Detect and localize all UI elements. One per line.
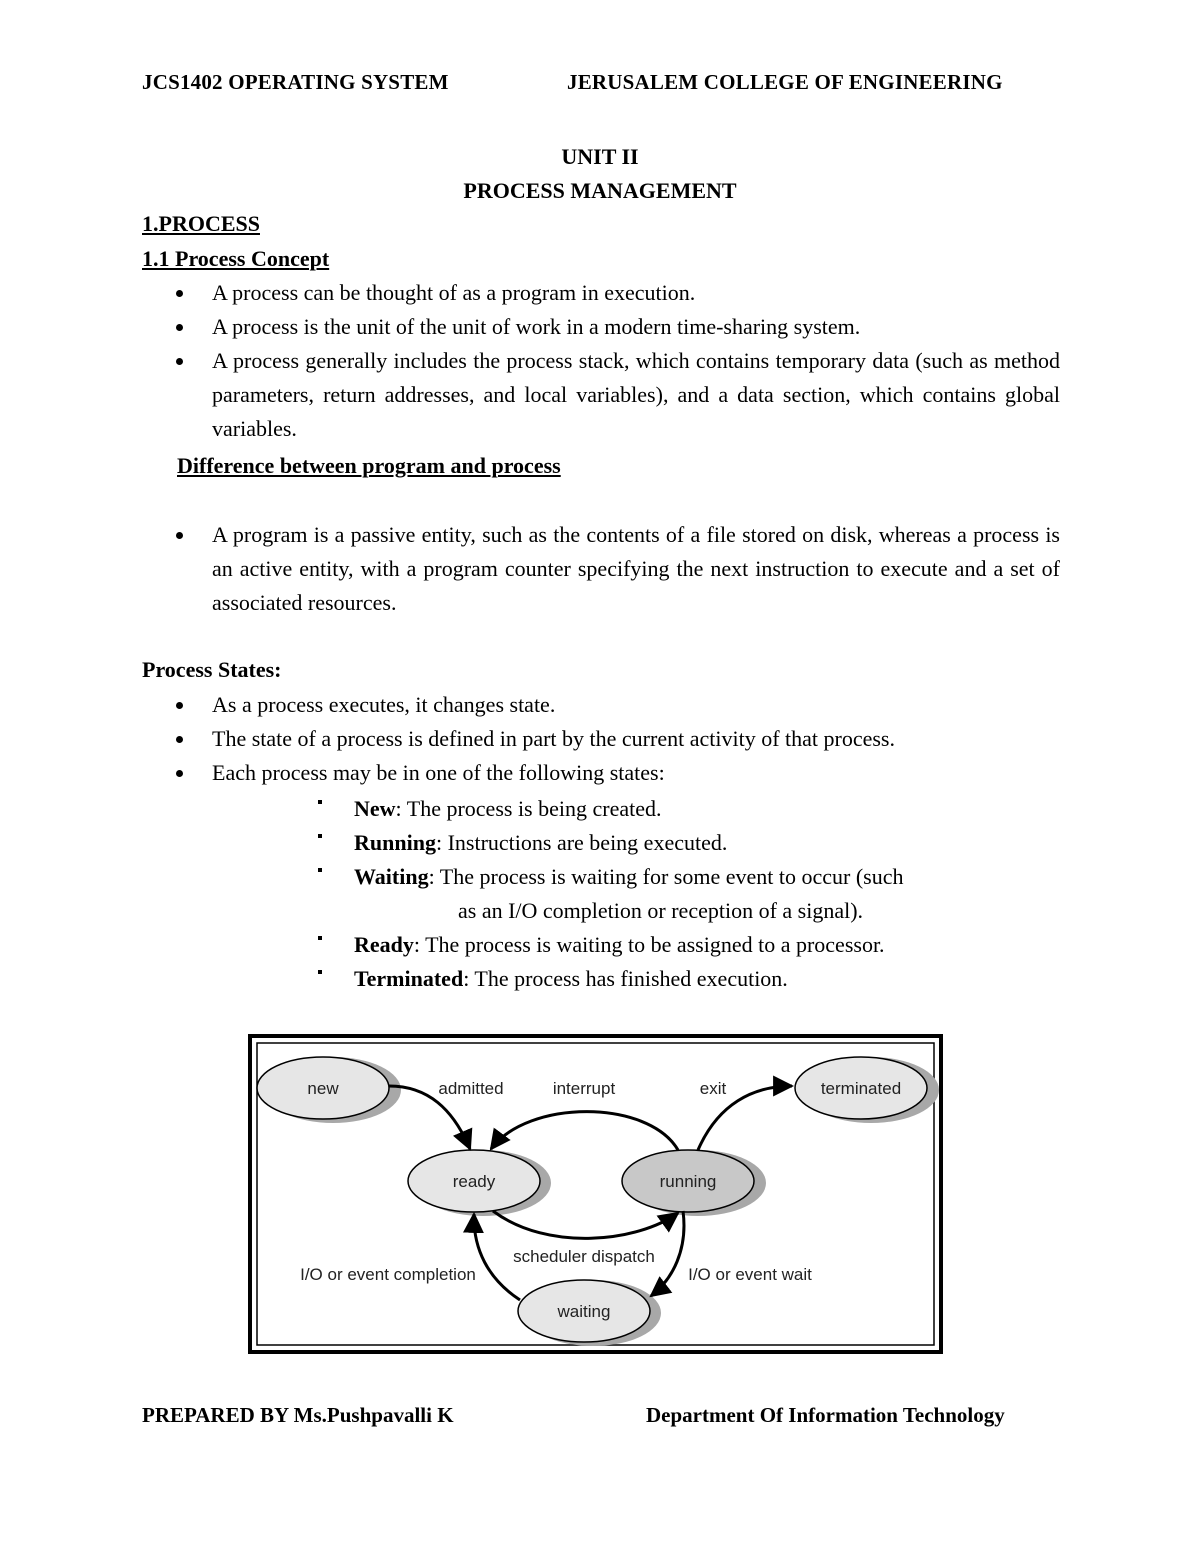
list-item: A process generally includes the process stack, which contains temporary data (such as method parameters, return addresses, and local variables), and a data section, which contains global variables. bbox=[142, 344, 1060, 446]
list-item: A process is the unit of the unit of work in a modern time-sharing system. bbox=[142, 310, 1060, 344]
list-item: A program is a passive entity, such as the contents of a file stored on disk, whereas a process is an active entity, with a program counter specifying the next instruction to execute and a set of associated resources. bbox=[142, 518, 1060, 620]
node-label-running: running bbox=[659, 1172, 717, 1191]
square-bullet-icon bbox=[318, 970, 322, 974]
process-states-heading: Process States: bbox=[142, 657, 282, 682]
state-definitions-list bbox=[314, 792, 1034, 996]
edge-label-io-wait: I/O or event wait bbox=[688, 1265, 812, 1284]
bullet-icon bbox=[176, 770, 183, 777]
bullet-icon bbox=[176, 736, 183, 743]
difference-list bbox=[142, 518, 1060, 620]
difference-heading: Difference between program and process bbox=[177, 453, 561, 478]
subsection-heading-process-concept: 1.1 Process Concept bbox=[142, 246, 330, 271]
edge-label-io-completion: I/O or event completion bbox=[300, 1265, 476, 1284]
bullet-icon bbox=[176, 324, 183, 331]
node-label-terminated: terminated bbox=[820, 1079, 902, 1098]
subject-title: PROCESS MANAGEMENT bbox=[463, 178, 737, 203]
state-item-new: New: The process is being created. bbox=[314, 792, 1034, 826]
square-bullet-icon bbox=[318, 868, 322, 872]
bullet-icon bbox=[176, 358, 183, 365]
square-bullet-icon bbox=[318, 834, 322, 838]
edge-label-scheduler-dispatch: scheduler dispatch bbox=[513, 1247, 655, 1266]
edge-label-interrupt: interrupt bbox=[552, 1079, 616, 1098]
bullet-icon bbox=[176, 290, 183, 297]
process-state-diagram bbox=[248, 1034, 943, 1354]
list-item: As a process executes, it changes state. bbox=[142, 688, 1060, 722]
section-heading-process: 1.PROCESS bbox=[142, 211, 260, 236]
state-item-ready: Ready: The process is waiting to be assigned to a processor. bbox=[314, 928, 1034, 962]
bullet-icon bbox=[176, 702, 183, 709]
process-concept-list bbox=[142, 276, 1060, 446]
list-item: Each process may be in one of the following states: bbox=[142, 756, 1060, 790]
node-label-ready: ready bbox=[452, 1172, 496, 1191]
list-item: The state of a process is defined in part by the current activity of that process. bbox=[142, 722, 1060, 756]
unit-title: UNIT II bbox=[561, 144, 639, 169]
header-course: JCS1402 OPERATING SYSTEM bbox=[142, 70, 449, 94]
node-label-new: new bbox=[307, 1079, 339, 1098]
process-states-list bbox=[142, 688, 1060, 790]
bullet-icon bbox=[176, 532, 183, 539]
header-college: JERUSALEM COLLEGE OF ENGINEERING bbox=[567, 70, 1003, 94]
node-label-waiting: waiting bbox=[557, 1302, 611, 1321]
state-item-terminated: Terminated: The process has finished execution. bbox=[314, 962, 1034, 996]
footer-prepared-by: PREPARED BY Ms.Pushpavalli K bbox=[142, 1403, 454, 1427]
state-item-running: Running: Instructions are being executed. bbox=[314, 826, 1034, 860]
edge-label-exit: exit bbox=[699, 1079, 727, 1098]
square-bullet-icon bbox=[318, 800, 322, 804]
list-item: A process can be thought of as a program in execution. bbox=[142, 276, 1060, 310]
edge-label-admitted: admitted bbox=[438, 1079, 504, 1098]
state-item-waiting: Waiting: The process is waiting for some event to occur (such as an I/O completion or reception of a signal). bbox=[314, 860, 1034, 928]
square-bullet-icon bbox=[318, 936, 322, 940]
footer-department: Department Of Information Technology bbox=[646, 1403, 1005, 1427]
